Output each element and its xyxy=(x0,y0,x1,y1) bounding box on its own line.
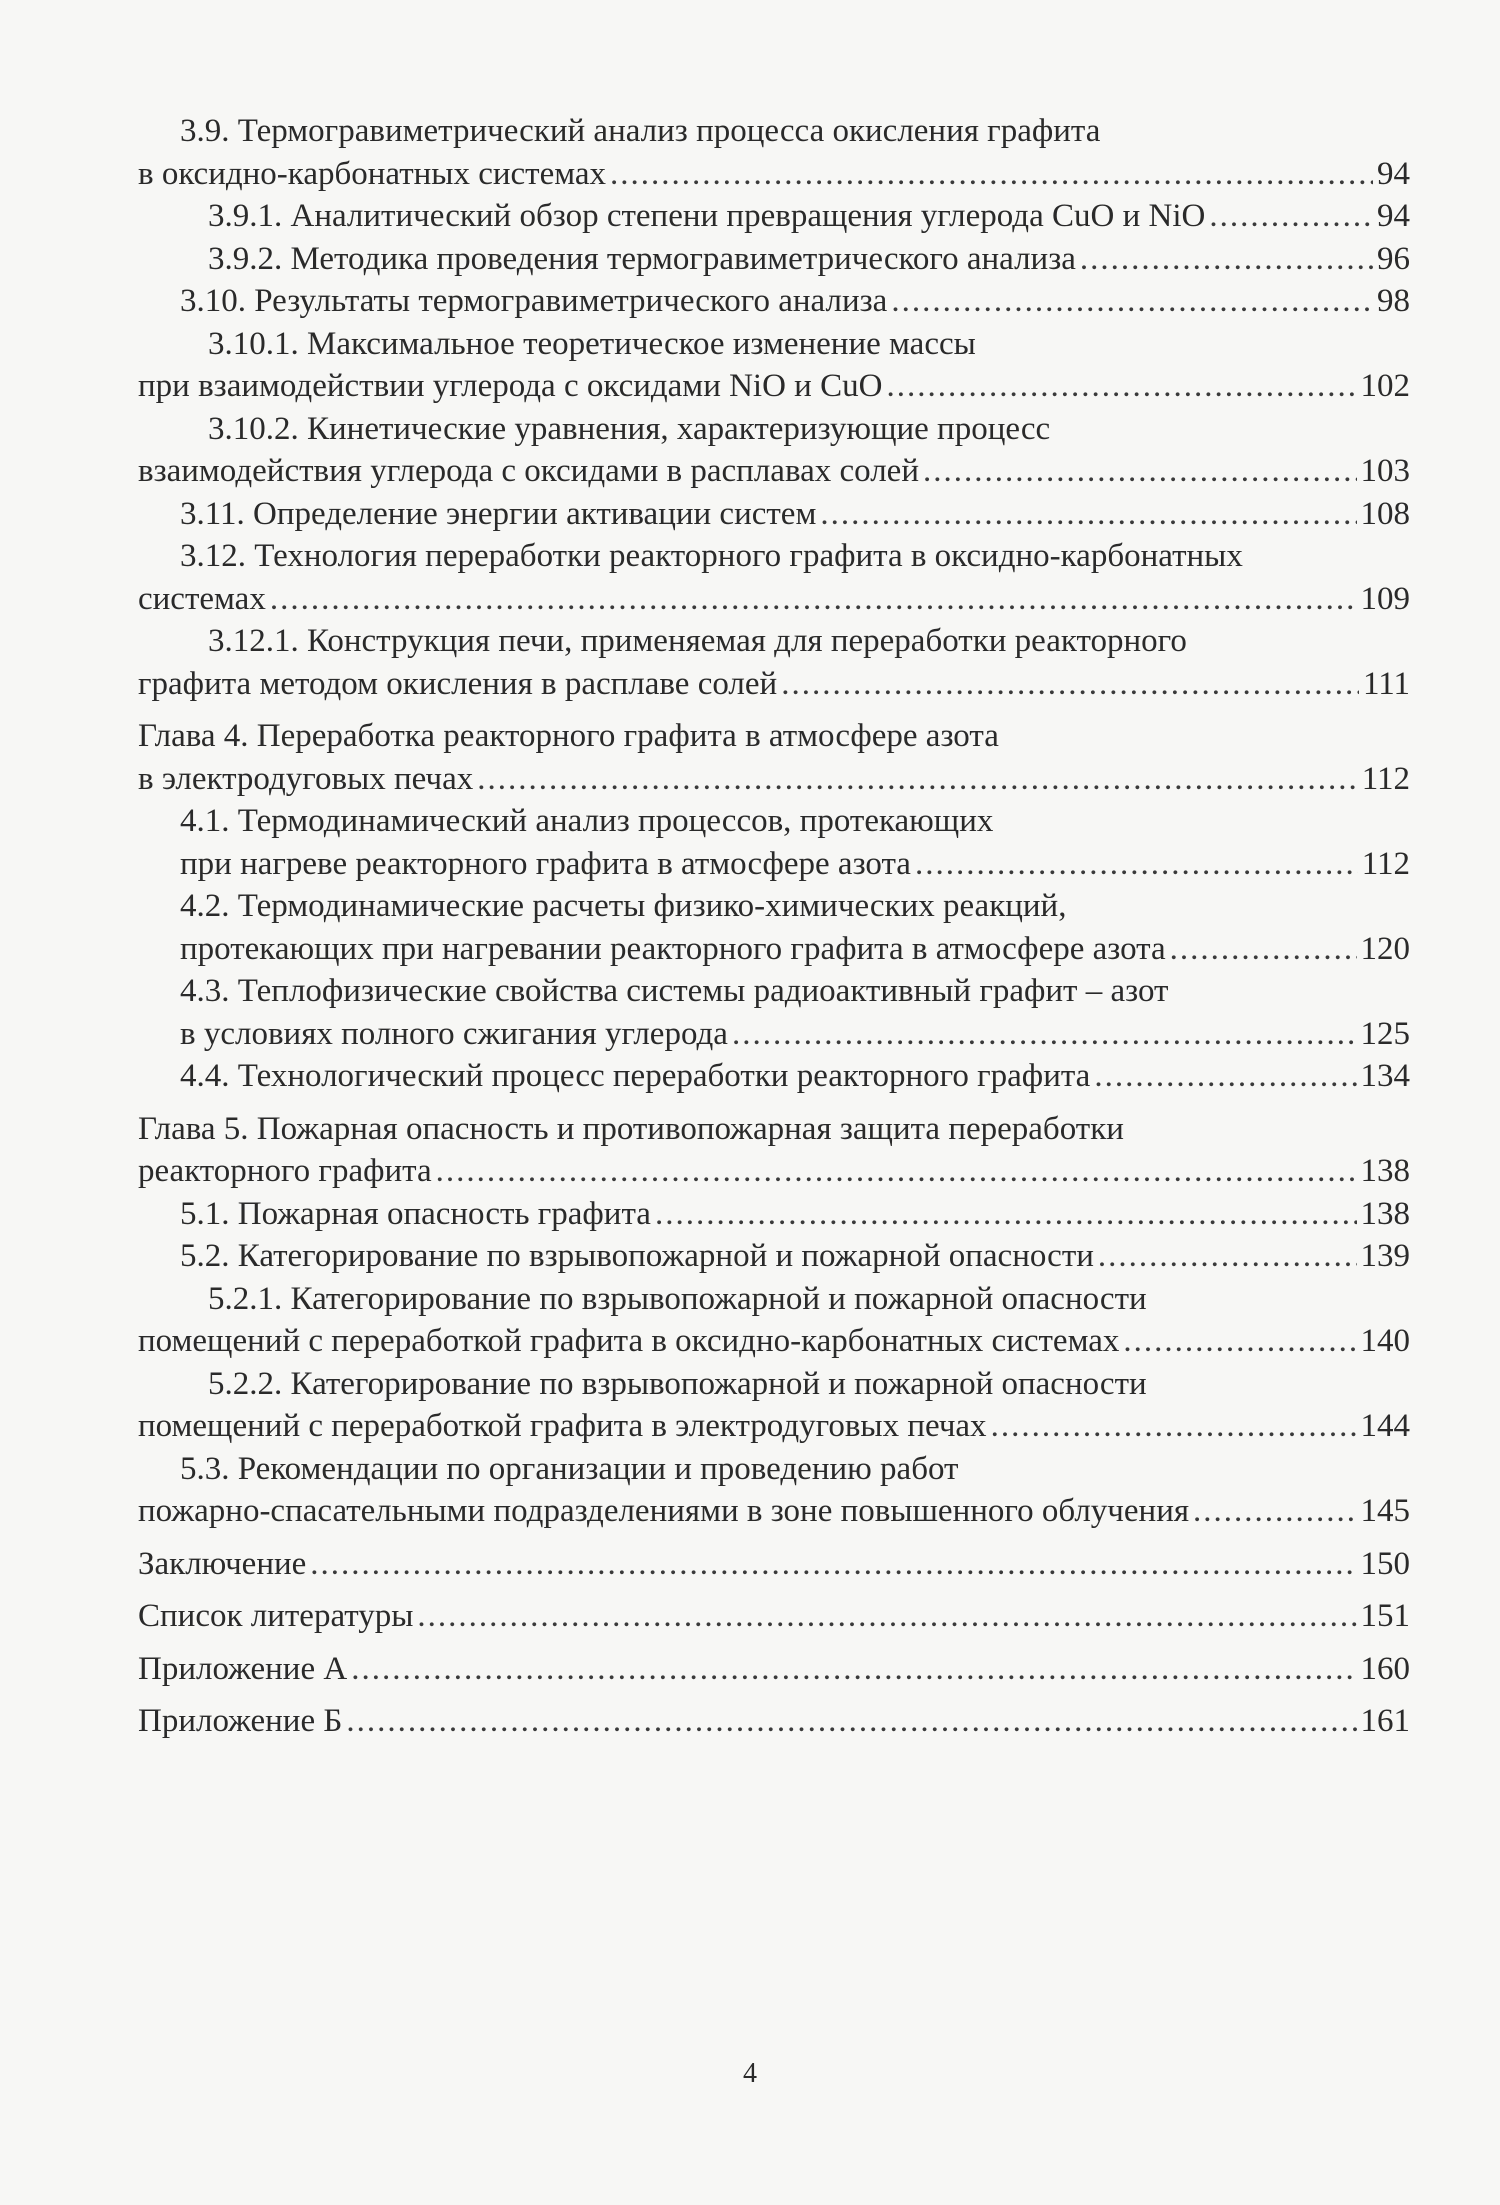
toc-entry xyxy=(138,493,1410,536)
toc-entry xyxy=(138,1595,1410,1638)
toc-entry-title: 4.4. Технологический процесс переработки реакторного графита xyxy=(180,1058,1091,1094)
toc-entry-line-with-page xyxy=(138,1193,1410,1236)
toc-entry xyxy=(138,1055,1410,1098)
toc-entry-line xyxy=(138,1108,1410,1151)
toc-entry-title: Глава 5. Пожарная опасность и противопожарная защита переработки xyxy=(138,1110,1124,1147)
toc-entry-line-with-page xyxy=(138,1490,1410,1533)
toc-page-number: 140 xyxy=(1360,1323,1410,1359)
toc-entry-title: при нагреве реакторного графита в атмосфере азота xyxy=(180,845,911,882)
toc-entry-title: 4.1. Термодинамический анализ процессов, протекающих xyxy=(180,803,994,839)
toc-entry xyxy=(138,1648,1410,1691)
toc-entry-line xyxy=(138,535,1410,578)
toc-entry-title: 3.10.1. Максимальное теоретическое изменение массы xyxy=(208,325,976,362)
dot-leader xyxy=(351,1648,1356,1691)
toc-entry-title: графита методом окисления в расплаве солей xyxy=(138,665,778,702)
toc-page-number: 150 xyxy=(1360,1545,1410,1582)
toc-page-number: 120 xyxy=(1360,930,1410,967)
toc-entry-line xyxy=(138,1363,1410,1406)
toc-page-number: 125 xyxy=(1360,1015,1410,1052)
toc-entry-line-with-page xyxy=(138,195,1410,238)
toc-entry-title: 3.9.2. Методика проведения термогравиметрического анализа xyxy=(208,240,1076,277)
toc-page-number: 103 xyxy=(1360,453,1410,489)
dot-leader xyxy=(820,493,1356,536)
toc-entry-line xyxy=(138,408,1410,451)
toc-entry xyxy=(138,1235,1410,1278)
toc-entry xyxy=(138,408,1410,493)
toc-entry-title: помещений с переработкой графита в электродуговых печах xyxy=(138,1408,987,1444)
toc-entry-line xyxy=(138,715,1410,758)
toc-page-number: 94 xyxy=(1377,198,1410,234)
toc-entry-title: 4.2. Термодинамические расчеты физико-химических реакций, xyxy=(180,888,1067,924)
toc-entry-title: 3.12. Технология переработки реакторного графита в оксидно-карбонатных xyxy=(180,538,1243,574)
toc-entry xyxy=(138,1363,1410,1448)
dot-leader xyxy=(436,1150,1357,1193)
toc-entry-title: системах xyxy=(138,580,266,617)
toc-entry-line-with-page xyxy=(138,1543,1410,1586)
toc-entry xyxy=(138,323,1410,408)
toc-entry xyxy=(138,620,1410,705)
toc-page-number: 139 xyxy=(1360,1238,1410,1274)
toc-entry xyxy=(138,1543,1410,1586)
toc-entry-line-with-page xyxy=(138,238,1410,281)
dot-leader xyxy=(1098,1235,1357,1278)
toc-page-number: 102 xyxy=(1360,368,1410,404)
toc-entry-title: 3.9. Термогравиметрический анализ процесса окисления графита xyxy=(180,113,1101,149)
toc-entry xyxy=(138,195,1410,238)
dot-leader xyxy=(781,663,1359,706)
toc-entry-line xyxy=(138,885,1410,928)
toc-entry xyxy=(138,1193,1410,1236)
toc-page-number: 138 xyxy=(1360,1195,1410,1232)
dot-leader xyxy=(923,450,1357,493)
toc-entry-line-with-page xyxy=(138,153,1410,196)
toc-page-number: 98 xyxy=(1377,283,1410,319)
toc-entry-line-with-page xyxy=(138,493,1410,536)
toc-entry-title: 4.3. Теплофизические свойства системы радиоактивный графит – азот xyxy=(180,973,1169,1009)
toc-entry xyxy=(138,280,1410,323)
toc-page-number: 94 xyxy=(1377,155,1410,192)
toc-entry-line xyxy=(138,800,1410,843)
dot-leader xyxy=(346,1700,1356,1743)
toc-entry-line xyxy=(138,110,1410,153)
toc-entry-title: Приложение А xyxy=(138,1650,348,1687)
toc-entry-title: 3.10. Результаты термогравиметрического анализа xyxy=(180,283,888,319)
toc-page-number: 111 xyxy=(1362,665,1410,702)
toc-page-number: 112 xyxy=(1361,760,1410,797)
dot-leader xyxy=(991,1405,1357,1448)
table-of-contents xyxy=(138,110,1410,1743)
dot-leader xyxy=(610,153,1373,196)
toc-entry-title: взаимодействия углерода с оксидами в расплавах солей xyxy=(138,453,919,489)
toc-entry-title: реакторного графита xyxy=(138,1153,432,1189)
toc-entry-line-with-page xyxy=(138,663,1410,706)
toc-entry-line-with-page xyxy=(138,1320,1410,1363)
toc-entry-line-with-page xyxy=(138,1595,1410,1638)
toc-entry-title: пожарно-спасательными подразделениями в зоне повышенного облучения xyxy=(138,1493,1190,1529)
toc-entry-title: в оксидно-карбонатных системах xyxy=(138,155,607,192)
toc-entry-line-with-page xyxy=(138,1150,1410,1193)
toc-entry-title: в электродуговых печах xyxy=(138,760,474,797)
toc-entry-line xyxy=(138,620,1410,663)
dot-leader xyxy=(270,578,1357,621)
toc-entry-title: 5.2.1. Категорирование по взрывопожарной и пожарной опасности xyxy=(208,1280,1147,1317)
dot-leader xyxy=(655,1193,1357,1236)
dot-leader xyxy=(732,1013,1357,1056)
toc-page-number: 138 xyxy=(1360,1153,1410,1189)
toc-entry-title: 5.1. Пожарная опасность графита xyxy=(180,1195,651,1232)
toc-entry xyxy=(138,715,1410,800)
dot-leader xyxy=(886,365,1356,408)
toc-page-number: 109 xyxy=(1360,580,1410,617)
toc-entry-line-with-page xyxy=(138,578,1410,621)
toc-page-number: 145 xyxy=(1360,1493,1410,1529)
toc-page-number: 112 xyxy=(1361,845,1410,882)
dot-leader xyxy=(1170,928,1357,971)
toc-entry-title: при взаимодействии углерода с оксидами NiO и CuO xyxy=(138,368,883,404)
dot-leader xyxy=(1123,1320,1356,1363)
toc-entry-title: Заключение xyxy=(138,1545,307,1582)
toc-entry xyxy=(138,885,1410,970)
toc-entry-line-with-page xyxy=(138,365,1410,408)
dot-leader xyxy=(477,758,1357,801)
toc-entry xyxy=(138,1700,1410,1743)
toc-entry-line-with-page xyxy=(138,1055,1410,1098)
toc-entry-line xyxy=(138,970,1410,1013)
toc-entry-title: протекающих при нагревании реакторного графита в атмосфере азота xyxy=(180,930,1166,967)
toc-entry-line-with-page xyxy=(138,1700,1410,1743)
toc-page-number: 96 xyxy=(1377,240,1410,277)
toc-page-number: 160 xyxy=(1360,1650,1410,1687)
toc-entry xyxy=(138,535,1410,620)
toc-page-number: 144 xyxy=(1360,1408,1410,1444)
dot-leader xyxy=(891,280,1373,323)
dot-leader xyxy=(1080,238,1373,281)
toc-entry-title: в условиях полного сжигания углерода xyxy=(180,1015,728,1052)
toc-page-number: 161 xyxy=(1360,1703,1410,1739)
toc-entry-title: 5.2.2. Категорирование по взрывопожарной и пожарной опасности xyxy=(208,1365,1147,1402)
toc-page-number: 134 xyxy=(1360,1058,1410,1094)
toc-page-number: 108 xyxy=(1360,495,1410,532)
dot-leader xyxy=(1209,195,1373,238)
toc-entry-title: помещений с переработкой графита в оксидно-карбонатных системах xyxy=(138,1323,1120,1359)
dot-leader xyxy=(1094,1055,1356,1098)
dot-leader xyxy=(417,1595,1356,1638)
toc-entry-line-with-page xyxy=(138,758,1410,801)
dot-leader xyxy=(310,1543,1356,1586)
toc-entry xyxy=(138,1448,1410,1533)
toc-entry-title: Приложение Б xyxy=(138,1703,343,1739)
toc-entry-line-with-page xyxy=(138,450,1410,493)
toc-entry-line-with-page xyxy=(138,1405,1410,1448)
toc-entry-line xyxy=(138,1448,1410,1491)
toc-entry-line xyxy=(138,1278,1410,1321)
toc-entry-title: 5.3. Рекомендации по организации и проведению работ xyxy=(180,1450,959,1487)
toc-entry-line-with-page xyxy=(138,843,1410,886)
toc-entry xyxy=(138,800,1410,885)
toc-entry xyxy=(138,1278,1410,1363)
toc-entry xyxy=(138,110,1410,195)
toc-entry-title: 3.10.2. Кинетические уравнения, характеризующие процесс xyxy=(208,410,1051,447)
toc-entry-title: 5.2. Категорирование по взрывопожарной и пожарной опасности xyxy=(180,1238,1094,1274)
toc-entry-line-with-page xyxy=(138,928,1410,971)
toc-entry xyxy=(138,1108,1410,1193)
toc-entry-line-with-page xyxy=(138,280,1410,323)
dot-leader xyxy=(1193,1490,1356,1533)
toc-entry xyxy=(138,970,1410,1055)
toc-page-number: 151 xyxy=(1360,1598,1410,1634)
toc-entry-line-with-page xyxy=(138,1235,1410,1278)
toc-entry-title: Список литературы xyxy=(138,1598,414,1634)
toc-entry-title: 3.11. Определение энергии активации систем xyxy=(180,495,817,532)
toc-entry-line-with-page xyxy=(138,1648,1410,1691)
toc-entry-title: 3.9.1. Аналитический обзор степени превращения углерода CuO и NiO xyxy=(208,198,1206,234)
dot-leader xyxy=(915,843,1358,886)
toc-entry-title: Глава 4. Переработка реакторного графита в атмосфере азота xyxy=(138,718,999,754)
toc-entry-title: 3.12.1. Конструкция печи, применяемая для переработки реакторного xyxy=(208,623,1187,659)
page-number: 4 xyxy=(743,2058,757,2089)
toc-entry-line-with-page xyxy=(138,1013,1410,1056)
toc-entry xyxy=(138,238,1410,281)
toc-entry-line xyxy=(138,323,1410,366)
